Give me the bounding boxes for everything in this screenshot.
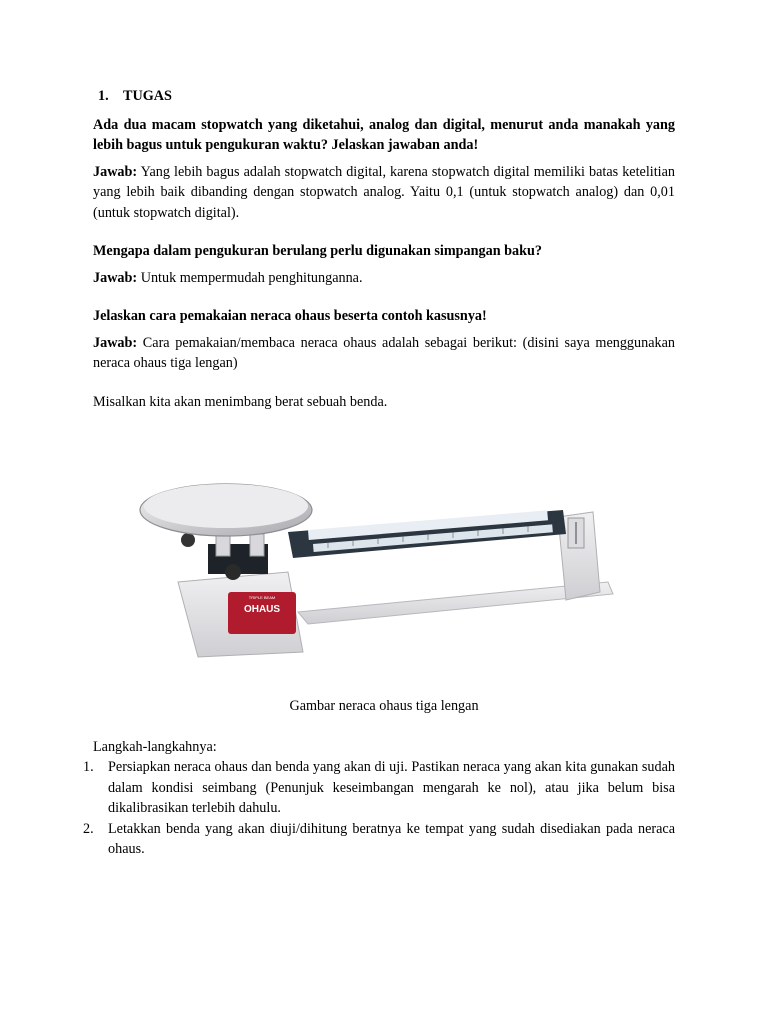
steps-title: Langkah-langkahnya:: [93, 738, 217, 755]
answer-3: [93, 333, 675, 374]
step-number: 2.: [83, 820, 94, 837]
step-text: Letakkan benda yang akan diuji/dihitung beratnya ke tempat yang sudah disediakan pada neraca ohaus.: [108, 820, 675, 857]
step-text: Persiapkan neraca ohaus dan benda yang akan di uji. Pastikan neraca yang akan kita gunakan sudah dalam kondisi seimbang (Penunjuk keseimbangan mengarah ke nol), atau jika belum bisa dikalibrasikan terlebih dahulu.: [108, 759, 675, 816]
document-content: [83, 86, 675, 860]
ohaus-logo-subtext: TRIPLE BEAM: [248, 595, 276, 600]
figure-caption: Gambar neraca ohaus tiga lengan: [289, 698, 479, 714]
question-3: Jelaskan cara pemakaian neraca ohaus beserta contoh kasusnya!: [93, 308, 487, 324]
answer-1: [93, 162, 675, 224]
answer-1-label: Jawab:: [93, 163, 138, 180]
steps-list: [83, 757, 675, 860]
ohaus-logo-text: OHAUS: [243, 604, 281, 615]
balance-figure: [93, 472, 675, 682]
intro-text: Misalkan kita akan menimbang berat sebuah benda.: [93, 393, 388, 410]
question-2: Mengapa dalam pengukuran berulang perlu digunakan simpangan baku?: [93, 243, 543, 259]
question-1: Ada dua macam stopwatch yang diketahui, analog dan digital, menurut anda manakah yang lebih bagus untuk pengukuran waktu? Jelaskan jawaban anda!: [93, 116, 675, 153]
triple-beam-balance-image: [138, 472, 618, 672]
list-item: [83, 757, 675, 819]
section-heading: [93, 86, 675, 107]
answer-1-text: Yang lebih bagus adalah stopwatch digital, karena stopwatch digital memiliki batas ketelitian yang lebih baik dibanding dengan stopwatch analog. Yaitu 0,1 (untuk stopwatch analog) dan 0,01 (untuk stopwatch digital).: [93, 163, 675, 221]
answer-3-label: Jawab:: [93, 334, 138, 351]
list-item: [83, 819, 675, 860]
answer-2-text: Untuk mempermudah penghitunganna.: [137, 269, 363, 286]
answer-2: [93, 268, 675, 289]
section-title: TUGAS: [123, 88, 172, 104]
answer-3-text: Cara pemakaian/membaca neraca ohaus adalah sebagai berikut: (disini saya menggunakan neraca ohaus tiga lengan): [93, 334, 675, 371]
section-number: 1.: [98, 88, 109, 104]
answer-2-label: Jawab:: [93, 269, 138, 286]
step-number: 1.: [83, 759, 94, 775]
